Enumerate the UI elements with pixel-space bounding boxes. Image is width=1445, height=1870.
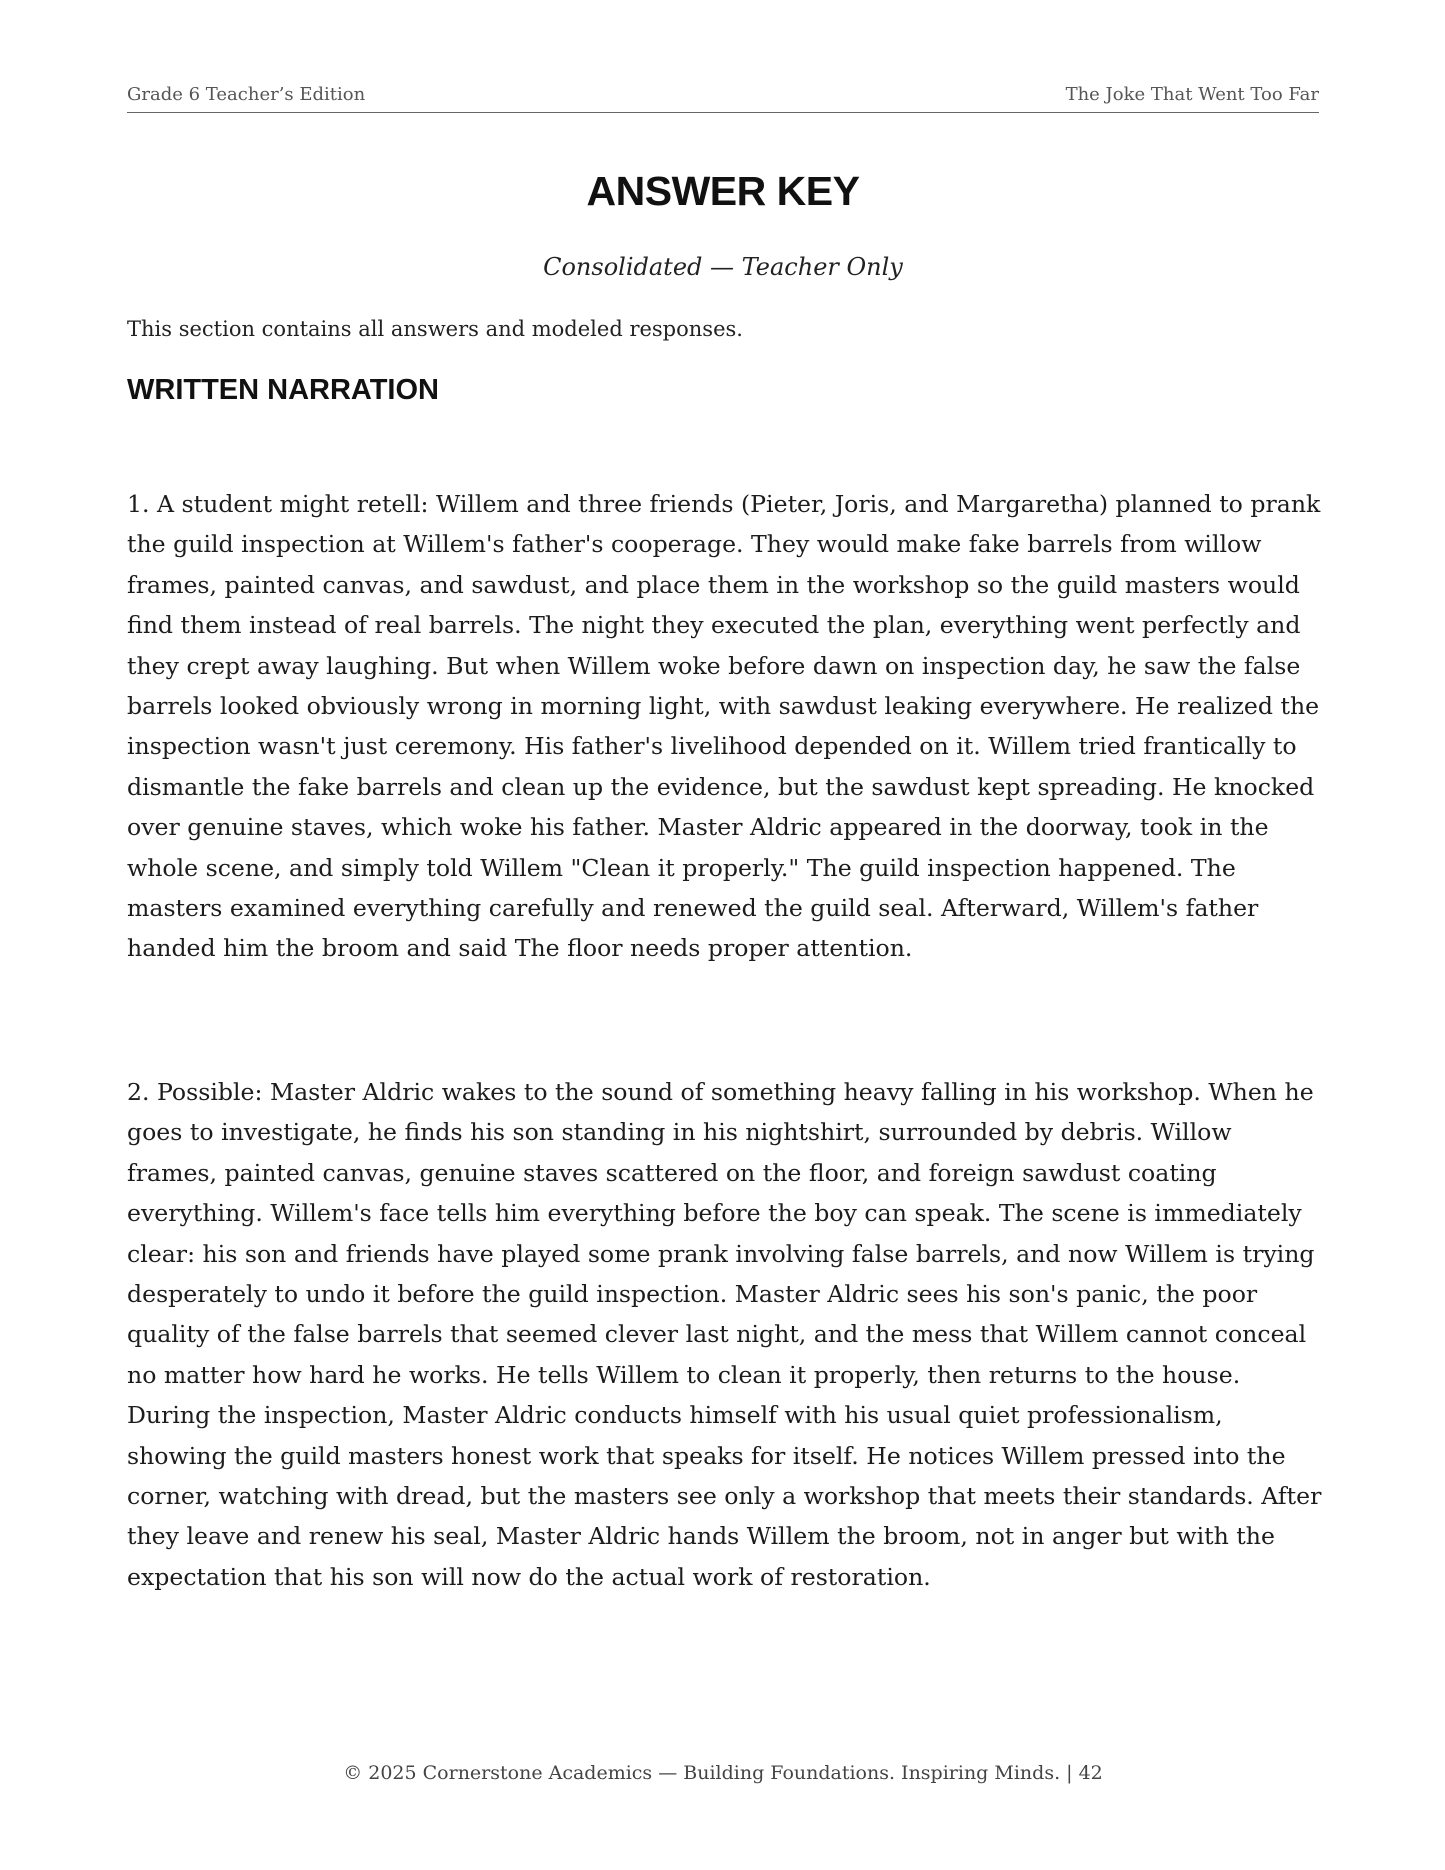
answer-2: 2. Possible: Master Aldric wakes to the sound of something heavy falling in his workshop. When he goes to investigate, he finds his son standing in his nightshirt, surrounded by debris. Willow frames, painted canvas, genuine staves scattered on the floor, and foreign sawdust coating everything. Willem's face tells him everything before the boy can speak. The scene is immediately clear: his son and friends have played some prank involving false barrels, and now Willem is trying desperately to undo it before the guild inspection. Master Aldric sees his son's panic, the poor quality of the false barrels that seemed clever last night, and the mess that Willem cannot conceal no matter how hard he works. He tells Willem to clean it properly, then returns to the house. During the inspection, Master Aldric conducts himself with his usual quiet professionalism, showing the guild masters honest work that speaks for itself. He notices Willem pressed into the corner, watching with dread, but the masters see only a workshop that meets their standards. After they leave and renew his seal, Master Aldric hands Willem the broom, not in anger but with the expectation that his son will now do the actual work of restoration. <box>127 1078 1322 1591</box>
page-title: ANSWER KEY <box>586 168 860 214</box>
header-story-title: The Joke That Went Too Far <box>1065 84 1319 105</box>
answer-1: 1. A student might retell: Willem and three friends (Pieter, Joris, and Margaretha) planned to prank the guild inspection at Willem's father's cooperage. They would make fake barrels from willow frames, painted canvas, and sawdust, and place them in the workshop so the guild masters would find them instead of real barrels. The night they executed the plan, everything went perfectly and they crept away laughing. But when Willem woke before dawn on inspection day, he saw the false barrels looked obviously wrong in morning light, with sawdust leaking everywhere. He realized the inspection wasn't just ceremony. His father's livelihood depended on it. Willem tried frantically to dismantle the fake barrels and clean up the evidence, but the sawdust kept spreading. He knocked over genuine staves, which woke his father. Master Aldric appeared in the doorway, took in the whole scene, and simply told Willem "Clean it properly." The guild inspection happened. The masters examined everything carefully and renewed the guild seal. Afterward, Willem's father handed him the broom and said The floor needs proper attention. <box>127 490 1321 963</box>
page-footer: © 2025 Cornerstone Academics — Building Foundations. Inspiring Minds. | 42 <box>343 1762 1103 1784</box>
section-heading: WRITTEN NARRATION <box>127 374 439 406</box>
intro-text: This section contains all answers and modeled responses. <box>127 317 743 341</box>
page-header <box>127 84 1319 113</box>
page-subtitle: Consolidated — Teacher Only <box>543 253 903 281</box>
header-grade-label: Grade 6 Teacher’s Edition <box>127 84 366 105</box>
